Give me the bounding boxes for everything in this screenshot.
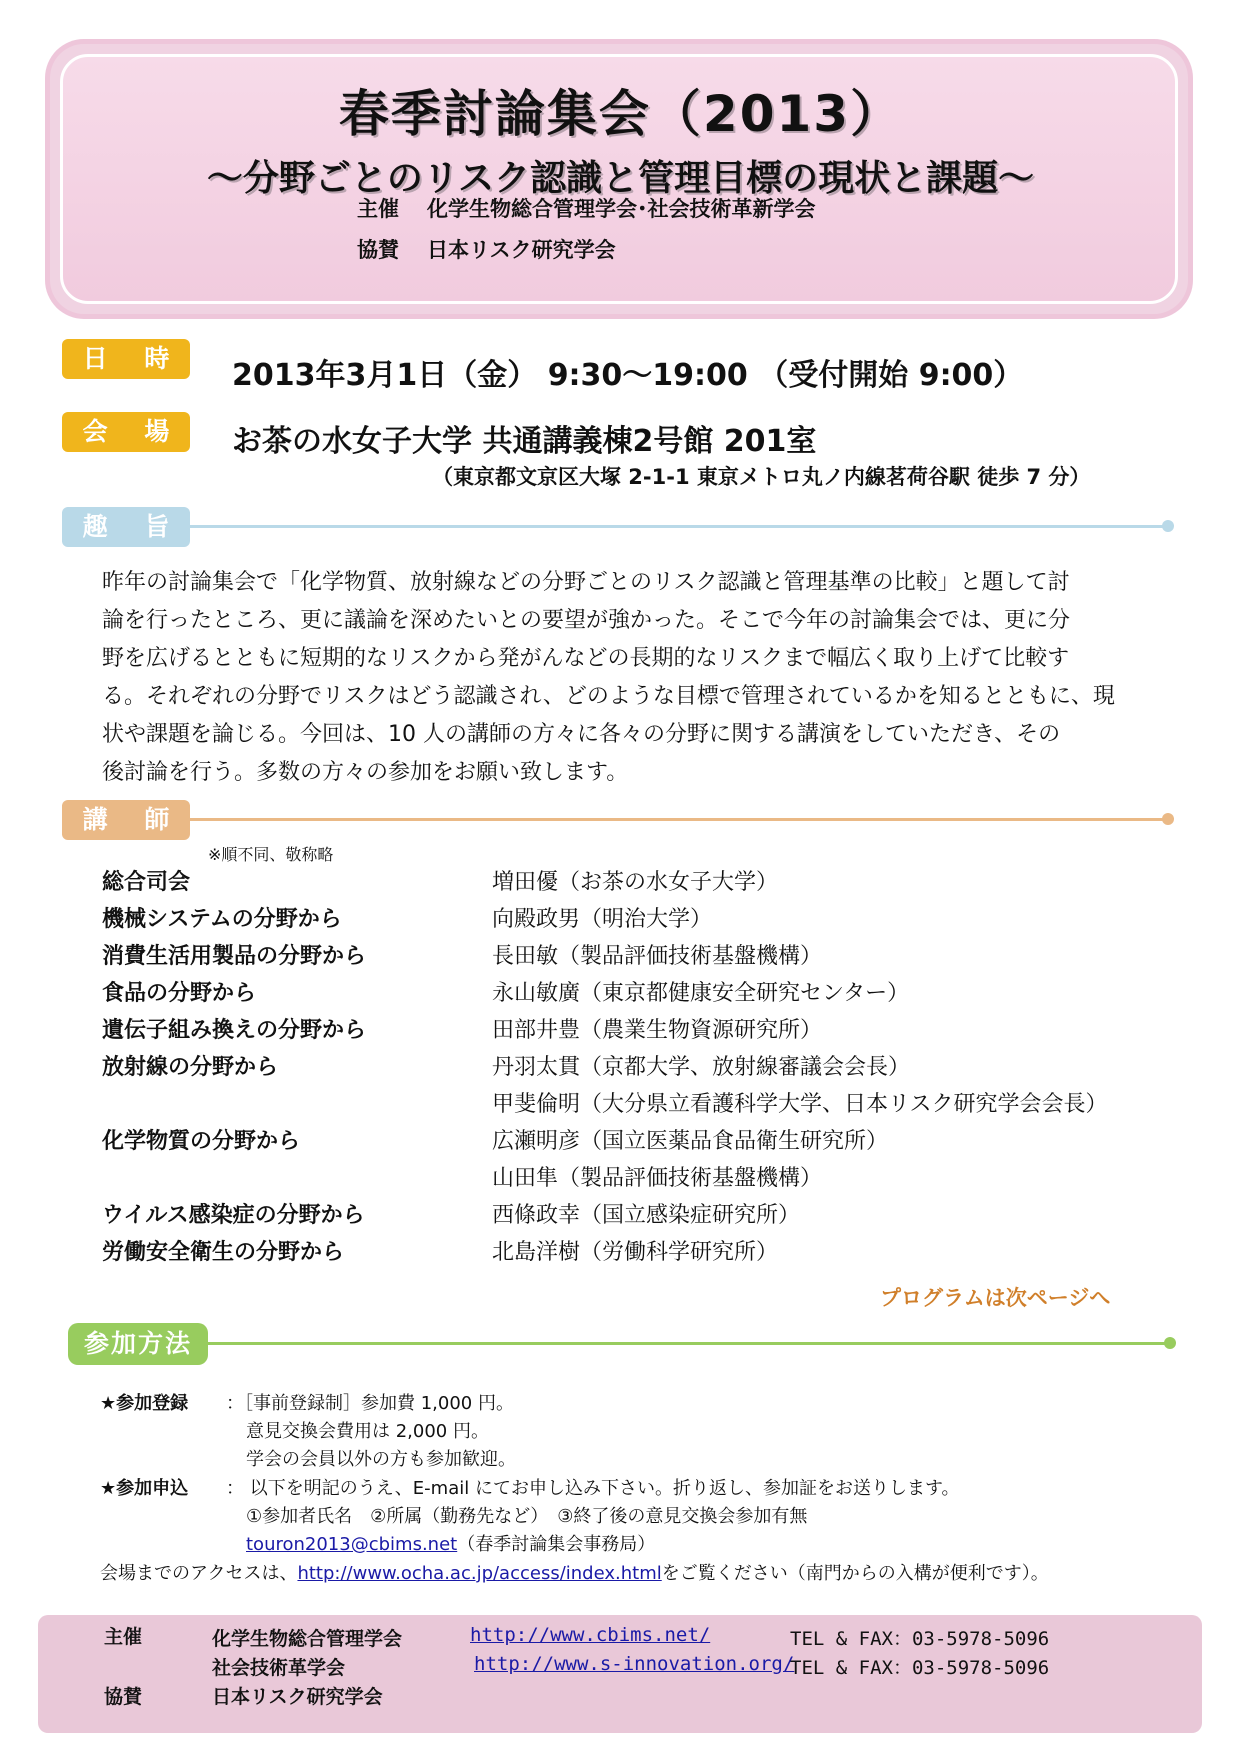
venue-badge: 会 場 (62, 412, 190, 452)
application-line: ①参加者氏名 ②所属（勤務先など） ③終了後の意見交換会参加有無 (246, 1506, 808, 1527)
footer-org1: 化学生物総合管理学会 (212, 1628, 403, 1650)
lecturer-field: ウイルス感染症の分野から (102, 1203, 365, 1228)
lecturer-row (102, 976, 1202, 1013)
purpose-divider-dot (1162, 520, 1174, 532)
footer-organizer-label: 主催 (104, 1626, 143, 1648)
lecturers-divider-dot (1162, 813, 1174, 825)
lecturer-row (102, 902, 1202, 939)
purpose-line: る。それぞれの分野でリスクはどう認識され、どのような目標で管理されているかを知るとともに、現 (102, 684, 1115, 709)
purpose-line: 状や課題を論じる。今回は、10 人の講師の方々に各々の分野に関する講演をしていただき、その (102, 722, 1061, 747)
lecturer-name: 向殿政男（明治大学） (492, 907, 713, 932)
purpose-line: 後討論を行う。多数の方々の参加をお願い致します。 (102, 760, 629, 785)
lecturer-field: 機械システムの分野から (102, 907, 342, 932)
participation-badge: 参加方法 (68, 1323, 208, 1365)
lecturer-name: 西條政幸（国立感染症研究所） (492, 1203, 801, 1228)
registration-line: 意見交換会費用は 2,000 円。 (246, 1421, 489, 1442)
footer-org2-url[interactable]: http://www.s-innovation.org/ (474, 1653, 795, 1675)
registration-line: ：［事前登録制］参加費 1,000 円。 (226, 1393, 514, 1414)
lecturer-name: 増田優（お茶の水女子大学） (492, 870, 779, 895)
lecturer-row (102, 865, 1202, 902)
contact-email-link[interactable]: touron2013@cbims.net (246, 1534, 458, 1555)
purpose-line: 論を行ったところ、更に議論を深めたいとの要望が強かった。そこで今年の討論集会では、更に分 (102, 608, 1071, 633)
lecturer-field: 総合司会 (102, 870, 191, 895)
lecturer-name: 丹羽太貫（京都大学、放射線審議会会長） (492, 1055, 911, 1080)
lecturer-row (102, 1198, 1202, 1235)
access-line (100, 1559, 1049, 1585)
registration-line: 学会の会員以外の方も参加歓迎。 (246, 1449, 516, 1470)
lecturer-field: 遺伝子組み換えの分野から (102, 1018, 367, 1043)
application-label: ★参加申込 (100, 1478, 189, 1499)
footer-org1-url[interactable]: http://www.cbims.net/ (470, 1624, 711, 1646)
lecturer-name: 甲斐倫明（大分県立看護科学大学、日本リスク研究学会会長） (492, 1092, 1108, 1117)
purpose-badge: 趣 旨 (62, 507, 190, 547)
page-title: 春季討論集会（2013） (338, 85, 903, 143)
access-url-link[interactable]: http://www.ocha.ac.jp/access/index.html (297, 1563, 662, 1584)
next-page-note: プログラムは次ページへ (880, 1286, 1111, 1310)
purpose-line: 昨年の討論集会で「化学物質、放射線などの分野ごとのリスク認識と管理基準の比較」と題して討 (102, 570, 1070, 595)
lecturer-name: 北島洋樹（労働科学研究所） (492, 1240, 779, 1265)
page-subtitle: ～分野ごとのリスク認識と管理目標の現状と課題～ (206, 158, 1035, 199)
lecturer-row (102, 1013, 1202, 1050)
footer-org2-tel: TEL & FAX：03-5978-5096 (790, 1657, 1050, 1679)
lecturer-field: 化学物質の分野から (102, 1129, 301, 1154)
event-date: 2013年3月1日（金） 9:30～19:00 （受付開始 9:00） (232, 358, 1024, 393)
lecturer-field: 食品の分野から (102, 981, 257, 1006)
event-venue: お茶の水女子大学 共通講義棟2号館 201室 (232, 424, 817, 459)
organizer-label: 主催 (357, 197, 399, 221)
registration-label: ★参加登録 (100, 1393, 189, 1414)
access-prefix: 会場までのアクセスは、 (100, 1563, 298, 1584)
footer-cosponsor: 日本リスク研究学会 (212, 1686, 383, 1708)
footer-cosponsor-label: 協賛 (104, 1686, 143, 1708)
lecturer-field: 労働安全衛生の分野から (102, 1240, 345, 1265)
lecturer-name: 田部井豊（農業生物資源研究所） (492, 1018, 823, 1043)
lecturers-badge: 講 師 (62, 800, 190, 840)
cosponsor-label: 協賛 (357, 238, 399, 262)
application-line: ： 以下を明記のうえ、E-mail にてお申し込み下さい。折り返し、参加証をお送りします。 (226, 1478, 960, 1499)
purpose-text (102, 564, 1182, 792)
lecturer-row (102, 1235, 1202, 1272)
cosponsor-text: 日本リスク研究学会 (427, 238, 616, 262)
access-suffix: をご覧ください（南門からの入構が便利です）。 (661, 1563, 1049, 1584)
lecturer-row (102, 1087, 1202, 1124)
lecturers-note: ※順不同、敬称略 (208, 845, 334, 864)
lecturer-field: 消費生活用製品の分野から (102, 944, 367, 969)
footer-org2: 社会技術革学会 (212, 1657, 346, 1679)
lecturer-field: 放射線の分野から (102, 1055, 279, 1080)
lecturer-row (102, 1050, 1202, 1087)
lecturer-row (102, 1161, 1202, 1198)
lecturer-row (102, 1124, 1202, 1161)
contact-line (246, 1530, 655, 1556)
purpose-line: 野を広げるとともに短期的なリスクから発がんなどの長期的なリスクまで幅広く取り上げて比較す (102, 646, 1070, 671)
venue-address: （東京都文京区大塚 2-1-1 東京メトロ丸ノ内線茗荷谷駅 徒歩 7 分） (432, 465, 1091, 489)
participation-divider-dot (1164, 1337, 1176, 1349)
contact-email-suffix: （春季討論集会事務局） (457, 1534, 656, 1555)
participation-divider (208, 1342, 1168, 1345)
lecturers-divider (190, 818, 1166, 821)
footer-org1-tel: TEL & FAX：03-5978-5096 (790, 1628, 1050, 1650)
lecturers-table (102, 865, 1202, 1272)
lecturer-name: 長田敏（製品評価技術基盤機構） (492, 944, 823, 969)
date-badge: 日 時 (62, 339, 190, 379)
organizer-text: 化学生物総合管理学会･社会技術革新学会 (427, 197, 816, 221)
lecturer-name: 永山敏廣（東京都健康安全研究センター） (492, 981, 910, 1006)
lecturer-name: 山田隼（製品評価技術基盤機構） (492, 1166, 823, 1191)
purpose-divider (190, 525, 1166, 528)
lecturer-name: 広瀬明彦（国立医薬品食品衛生研究所） (492, 1129, 889, 1154)
lecturer-row (102, 939, 1202, 976)
